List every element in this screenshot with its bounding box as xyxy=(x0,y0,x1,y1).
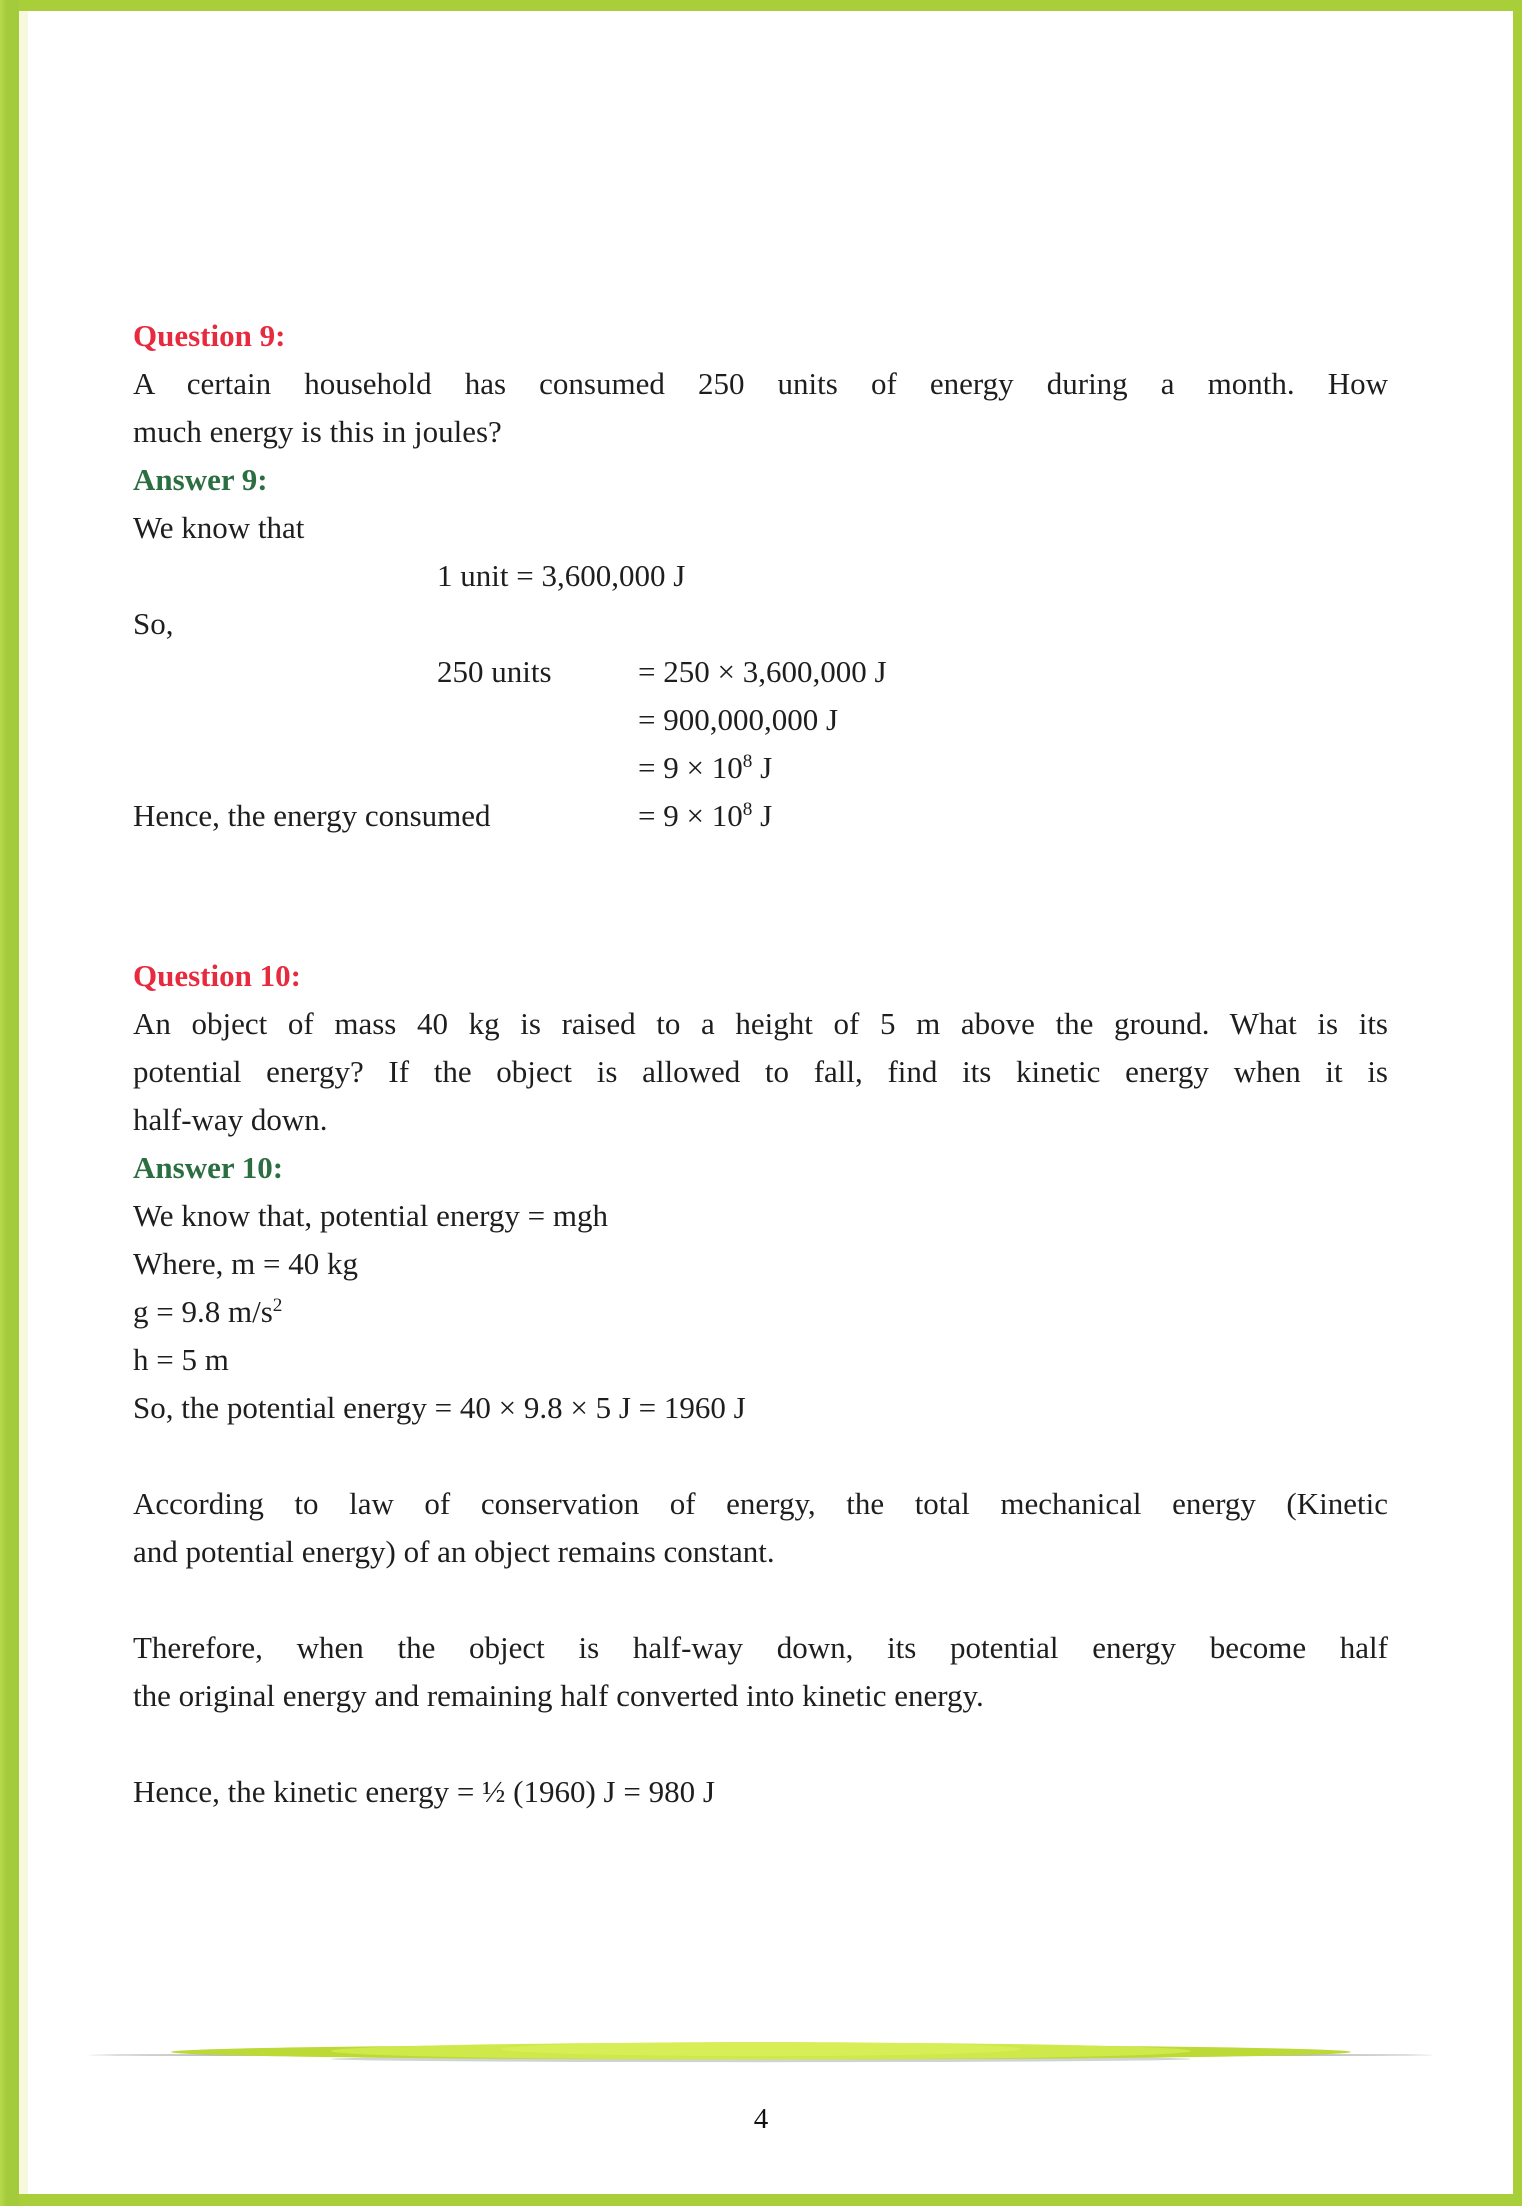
answer-10-height-line: h = 5 m xyxy=(133,1342,229,1377)
answer-9-so-line: So, xyxy=(133,606,174,641)
answer-9-9e8-equation xyxy=(133,744,1388,792)
question-10-heading: Question 10: xyxy=(133,958,301,993)
section-divider xyxy=(0,2038,1522,2083)
question-10-text-line-2: potential energy? If the object is allowed to fall, find its kinetic energy when it is xyxy=(133,1054,1388,1089)
answer-9-250-units-equation xyxy=(133,648,1388,696)
page-border-left xyxy=(0,0,19,2206)
answer-10-mass-line: Where, m = 40 kg xyxy=(133,1246,358,1281)
question-9-text-line-2: much energy is this in joules? xyxy=(133,414,502,449)
hence-energy-label: Hence, the energy consumed xyxy=(133,798,491,833)
conservation-paragraph-line-2: and potential energy) of an object remains constant. xyxy=(133,1534,775,1569)
equation-9e8-exponent: 8 xyxy=(742,751,753,773)
page-border-right xyxy=(1513,0,1522,2206)
document-content xyxy=(133,312,1388,1816)
answer-9-heading: Answer 9: xyxy=(133,462,268,497)
answer-10-kinetic-energy-line: Hence, the kinetic energy = ½ (1960) J = 980 J xyxy=(133,1774,715,1809)
hence-energy-exponent: 8 xyxy=(742,799,753,821)
answer-9-we-know-line: We know that xyxy=(133,510,305,545)
answer-10-heading: Answer 10: xyxy=(133,1150,284,1185)
answer-9-unit-equation: 1 unit = 3,600,000 J xyxy=(437,558,686,593)
question-9-heading: Question 9: xyxy=(133,318,286,353)
page-number: 4 xyxy=(753,2103,769,2135)
equation-9e8-unit: J xyxy=(752,750,773,785)
conservation-paragraph-line-1: According to law of conservation of energy, the total mechanical energy (Kinetic xyxy=(133,1486,1388,1521)
gravity-value-exponent: 2 xyxy=(272,1295,283,1317)
gravity-value-base: g = 9.8 m/s xyxy=(133,1294,273,1329)
equation-9e8-base: = 9 × 10 xyxy=(638,750,743,785)
answer-10-potential-energy-line: So, the potential energy = 40 × 9.8 × 5 J = 1960 J xyxy=(133,1390,746,1425)
page-border-bottom xyxy=(0,2194,1522,2206)
question-9-text-line-1: A certain household has consumed 250 units of energy during a month. How xyxy=(133,366,1388,401)
answer-10-mgh-line: We know that, potential energy = mgh xyxy=(133,1198,609,1233)
hence-energy-unit: J xyxy=(752,798,773,833)
answer-10-gravity-line xyxy=(133,1288,1388,1336)
therefore-paragraph-line-2: the original energy and remaining half converted into kinetic energy. xyxy=(133,1678,984,1713)
page-border-left-inner-strip xyxy=(19,11,28,2194)
answer-9-900-million-equation: = 900,000,000 J xyxy=(638,702,839,737)
therefore-paragraph-line-1: Therefore, when the object is half-way down, its potential energy become half xyxy=(133,1630,1388,1665)
answer-9-hence-line xyxy=(133,792,1388,840)
equation-label-250-units: 250 units xyxy=(437,654,552,689)
divider-flourish-graphic xyxy=(86,2038,1436,2078)
page-border-top xyxy=(0,0,1522,11)
question-10-text-line-3: half-way down. xyxy=(133,1102,328,1137)
equation-value-250-units: = 250 × 3,600,000 J xyxy=(638,654,887,689)
hence-energy-base: = 9 × 10 xyxy=(638,798,743,833)
question-10-text-line-1: An object of mass 40 kg is raised to a height of 5 m above the ground. What is its xyxy=(133,1006,1388,1041)
